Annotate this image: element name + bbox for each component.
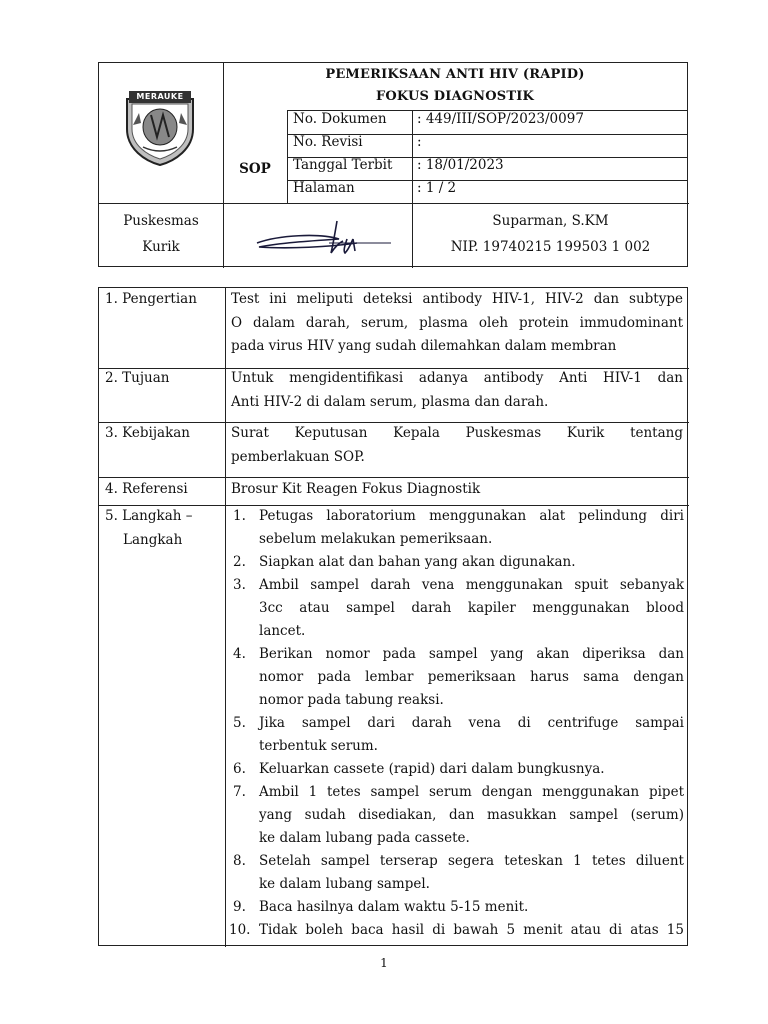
org-line-2: Kurik: [142, 239, 180, 255]
document-subtitle: FOKUS DIAGNOSTIK: [375, 89, 535, 104]
step-item: [229, 574, 684, 643]
step-item: [229, 643, 684, 712]
section-content-kebijakan: [231, 422, 683, 469]
step-item: [229, 505, 684, 551]
step-line: Setelah sampel terserap segera teteskan 1 tetes diluent: [259, 853, 684, 869]
section-content-referensi: [231, 478, 683, 502]
step-line: Baca hasilnya dalam waktu 5-15 menit.: [259, 899, 529, 915]
signer-nip: NIP. 19740215 199503 1 002: [450, 239, 651, 255]
step-item: [229, 712, 684, 758]
step-item: [229, 781, 684, 850]
step-line: Jika sampel dari darah vena di centrifuge sampai: [259, 715, 684, 731]
section-label-tujuan: 2. Tujuan: [105, 370, 170, 386]
sop-label: SOP: [239, 161, 271, 177]
tujuan-line: Untuk mengidentifikasi adanya antibody Anti HIV-1 dan: [231, 370, 683, 386]
step-line: yang sudah disediakan, dan masukkan sampel (serum): [259, 807, 684, 823]
meta-value-tanggal: : 18/01/2023: [417, 157, 504, 173]
document-title: PEMERIKSAAN ANTI HIV (RAPID): [325, 67, 585, 82]
section-label-kebijakan: 3. Kebijakan: [105, 425, 191, 441]
steps-list: [229, 505, 684, 942]
meta-value-halaman: : 1 / 2: [417, 180, 457, 196]
signature-icon: [239, 213, 399, 263]
signer-block: [412, 208, 689, 260]
step-line: nomor pada tabung reaksi.: [259, 692, 444, 708]
step-line: terbentuk serum.: [259, 738, 378, 754]
meta-key-halaman: Halaman: [293, 180, 355, 196]
step-line: 3cc atau sampel darah kapiler menggunakan blood: [259, 600, 684, 616]
section-content-tujuan: [231, 367, 683, 414]
referensi-line: Brosur Kit Reagen Fokus Diagnostik: [231, 481, 481, 497]
tujuan-line: Anti HIV-2 di dalam serum, plasma dan darah.: [231, 393, 549, 410]
step-line: lancet.: [259, 623, 306, 639]
step-number: 6.: [233, 761, 246, 777]
step-item: [229, 896, 684, 919]
step-line: Keluarkan cassete (rapid) dari dalam bungkusnya.: [259, 761, 605, 777]
step-number: 7.: [233, 784, 246, 800]
step-item: [229, 551, 684, 574]
step-line: Petugas laboratorium menggunakan alat pelindung diri: [259, 508, 684, 524]
step-line: ke dalam lubang pada cassete.: [259, 830, 470, 846]
signature: [239, 213, 399, 263]
step-number: 5.: [233, 715, 246, 731]
step-number: 10.: [229, 922, 251, 938]
step-line: Siapkan alat dan bahan yang akan digunakan.: [259, 554, 576, 570]
step-line: Berikan nomor pada sampel yang akan diperiksa dan: [259, 646, 684, 662]
meta-value-revisi: :: [417, 134, 422, 150]
step-line: Ambil 1 tetes sampel serum dengan menggunakan pipet: [259, 784, 684, 800]
sop-body-table: [98, 287, 688, 946]
step-line: ke dalam lubang sampel.: [259, 876, 430, 892]
step-number: 3.: [233, 577, 246, 593]
step-line: Tidak boleh baca hasil di bawah 5 menit atau di atas 15: [259, 922, 684, 938]
step-line: sebelum melakukan pemeriksaan.: [259, 531, 493, 547]
step-number: 2.: [233, 554, 246, 570]
meta-key-revisi: No. Revisi: [293, 134, 363, 150]
kebijakan-line: Surat Keputusan Kepala Puskesmas Kurik tentang: [231, 425, 683, 441]
meta-value-dokumen: : 449/III/SOP/2023/0097: [417, 111, 584, 127]
step-line: Ambil sampel darah vena menggunakan spuit sebanyak: [259, 577, 684, 593]
step-number: 8.: [233, 853, 246, 869]
step-item: [229, 919, 684, 942]
page-number: 1: [380, 956, 388, 970]
merauke-logo: [121, 85, 199, 167]
step-line: nomor pada lembar pemeriksaan harus sama dengan: [259, 669, 684, 685]
step-number: 1.: [233, 508, 246, 524]
section-content-pengertian: [231, 288, 683, 359]
org-line-1: Puskesmas: [123, 213, 199, 229]
section-label-pengertian: 1. Pengertian: [105, 291, 197, 307]
step-item: [229, 850, 684, 896]
step-item: [229, 758, 684, 781]
pengertian-line: Test ini meliputi deteksi antibody HIV-1, HIV-2 dan subtype: [231, 291, 683, 307]
sop-header-table: [98, 62, 688, 267]
step-number: 9.: [233, 899, 246, 915]
kebijakan-line: pemberlakuan SOP.: [231, 448, 365, 465]
langkah-label-line-1: 5. Langkah –: [105, 508, 193, 524]
meta-key-dokumen: No. Dokumen: [293, 111, 387, 127]
section-label-referensi: 4. Referensi: [105, 481, 188, 497]
meta-key-tanggal: Tanggal Terbit: [293, 157, 393, 173]
langkah-label-line-2: Langkah: [123, 531, 183, 548]
step-number: 4.: [233, 646, 246, 662]
pengertian-line: pada virus HIV yang sudah dilemahkan dalam membran: [231, 338, 617, 354]
section-label-langkah: [105, 505, 193, 552]
org-name: [99, 208, 223, 260]
logo-text: MERAUKE: [136, 92, 184, 101]
signer-name: Suparman, S.KM: [492, 213, 609, 229]
pengertian-line: O dalam darah, serum, plasma oleh protein immudominant: [231, 314, 683, 331]
